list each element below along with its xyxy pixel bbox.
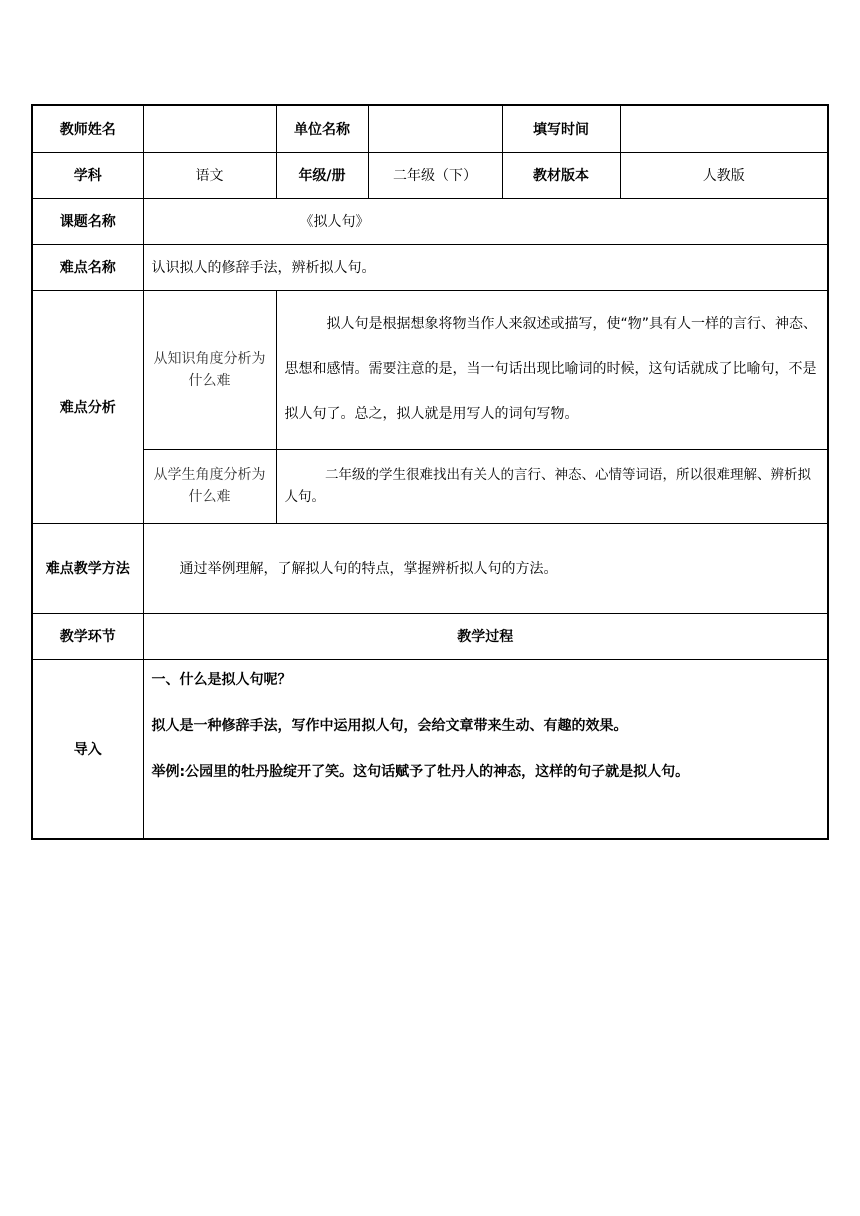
student-angle-text (276, 449, 828, 523)
method-row (32, 523, 828, 613)
teacher-name-value (143, 105, 276, 152)
intro-line-2: 拟人是一种修辞手法，写作中运用拟人句，会给文章带来生动、有趣的效果。 (151, 717, 628, 734)
edition-value: 人教版 (620, 152, 828, 198)
intro-content (143, 659, 828, 839)
knowledge-angle-label: 从知识角度分析为什么难 (143, 290, 276, 449)
subject-row (32, 152, 828, 198)
topic-row (32, 198, 828, 244)
analysis-label: 难点分析 (32, 290, 143, 523)
topic-value: 《拟人句》 (143, 198, 828, 244)
header-row (32, 105, 828, 152)
student-angle-label: 从学生角度分析为什么难 (143, 449, 276, 523)
edition-label: 教材版本 (502, 152, 620, 198)
student-angle-paragraph: 二年级的学生很难找出有关人的言行、神态、心情等词语，所以很难理解、辨析拟人句。 (284, 467, 811, 505)
intro-line-1: 一、什么是拟人句呢？ (151, 671, 292, 688)
intro-row (32, 659, 828, 839)
process-label: 教学过程 (143, 613, 828, 659)
difficulty-value: 认识拟人的修辞手法，辨析拟人句。 (143, 244, 828, 290)
subject-value: 语文 (143, 152, 276, 198)
analysis-student-row (32, 449, 828, 523)
analysis-knowledge-row (32, 290, 828, 449)
fill-time-label: 填写时间 (502, 105, 620, 152)
lesson-plan-table (31, 104, 829, 840)
knowledge-angle-text (276, 290, 828, 449)
teacher-name-label: 教师姓名 (32, 105, 143, 152)
grade-label: 年级/册 (276, 152, 368, 198)
method-paragraph: 通过举例理解，了解拟人句的特点，掌握辨析拟人句的方法。 (179, 561, 558, 577)
unit-name-label: 单位名称 (276, 105, 368, 152)
method-label: 难点教学方法 (32, 523, 143, 613)
grade-value: 二年级（下） (368, 152, 502, 198)
process-header-row (32, 613, 828, 659)
topic-label: 课题名称 (32, 198, 143, 244)
unit-name-value (368, 105, 502, 152)
method-text (143, 523, 828, 613)
difficulty-row (32, 244, 828, 290)
fill-time-value (620, 105, 828, 152)
knowledge-angle-paragraph: 拟人句是根据想象将物当作人来叙述或描写，使“物”具有人一样的言行、神态、思想和感情。需要注意的是，当一句话出现比喻词的时候，这句话就成了比喻句，不是拟人句了。总之，拟人就是用写人的词句写物。 (284, 316, 818, 422)
intro-label: 导入 (32, 659, 143, 839)
intro-line-3: 举例:公园里的牡丹脸绽开了笑。这句话赋予了牡丹人的神态，这样的句子就是拟人句。 (151, 763, 690, 780)
subject-label: 学科 (32, 152, 143, 198)
stage-label: 教学环节 (32, 613, 143, 659)
difficulty-label: 难点名称 (32, 244, 143, 290)
